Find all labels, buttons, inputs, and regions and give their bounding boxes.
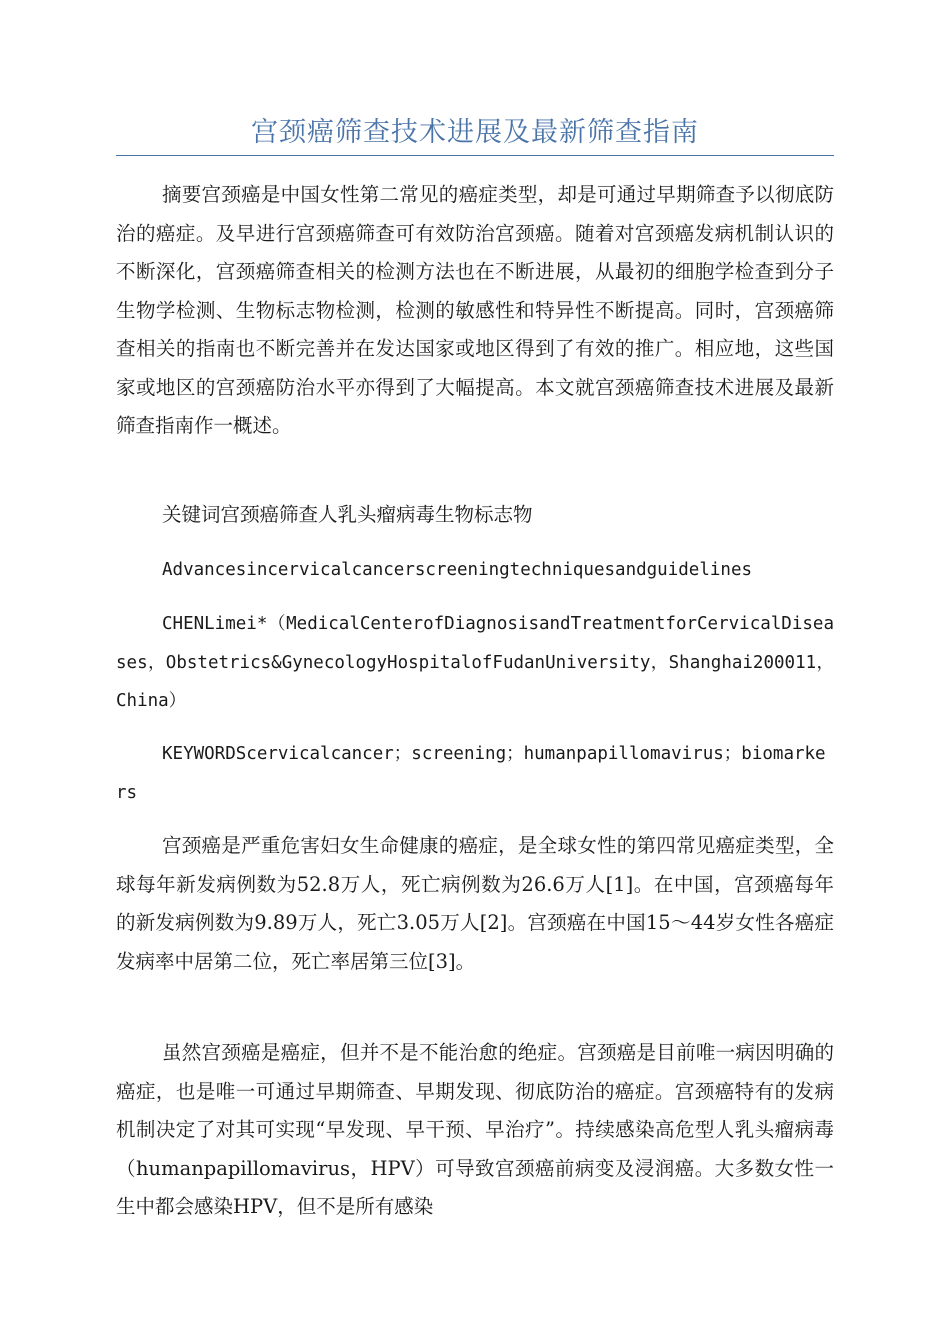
body-paragraph-1: 宫颈癌是严重危害妇女生命健康的癌症，是全球女性的第四常见癌症类型，全球每年新发病例数为52.8万人，死亡病例数为26.6万人[1]。在中国，宫颈癌每年的新发病例数为9.89万人，死亡3.05万人[2]。宫颈癌在中国15～44岁女性各癌症发病率中居第二位，死亡率居第三位[3]。 (116, 834, 834, 973)
keywords-paragraph: 关键词宫颈癌筛查人乳头瘤病毒生物标志物 (162, 503, 533, 526)
english-title: Advancesincervicalcancerscreeningtechniquesandguidelines (162, 560, 753, 580)
document-title: 宫颈癌筛查技术进展及最新筛查指南 (251, 117, 699, 148)
title-underline (116, 155, 834, 156)
body-paragraph-2: 虽然宫颈癌是癌症，但并不是不能治愈的绝症。宫颈癌是目前唯一病因明确的癌症，也是唯一可通过早期筛查、早期发现、彻底防治的癌症。宫颈癌特有的发病机制决定了对其可实现“早发现、早干预、早治疗”。持续感染高危型人乳头瘤病毒（humanpapillomavirus，HPV）可导致宫颈癌前病变及浸润癌。大多数女性一生中都会感染HPV，但不是所有感染 (116, 1041, 834, 1218)
english-keywords: KEYWORDScervicalcancer；screening；humanpapillomavirus；biomarkers (116, 744, 826, 803)
author-affiliation: CHENLimei*（MedicalCenterofDiagnosisandTreatmentforCervicalDiseases，Obstetrics&GynecologyHospitalofFudanUniversity，Shanghai200011，China） (116, 614, 834, 711)
abstract-paragraph: 摘要宫颈癌是中国女性第二常见的癌症类型，却是可通过早期筛查予以彻底防治的癌症。及早进行宫颈癌筛查可有效防治宫颈癌。随着对宫颈癌发病机制认识的不断深化，宫颈癌筛查相关的检测方法也在不断进展，从最初的细胞学检查到分子生物学检测、生物标志物检测，检测的敏感性和特异性不断提高。同时，宫颈癌筛查相关的指南也不断完善并在发达国家或地区得到了有效的推广。相应地，这些国家或地区的宫颈癌防治水平亦得到了大幅提高。本文就宫颈癌筛查技术进展及最新筛查指南作一概述。 (116, 183, 834, 437)
